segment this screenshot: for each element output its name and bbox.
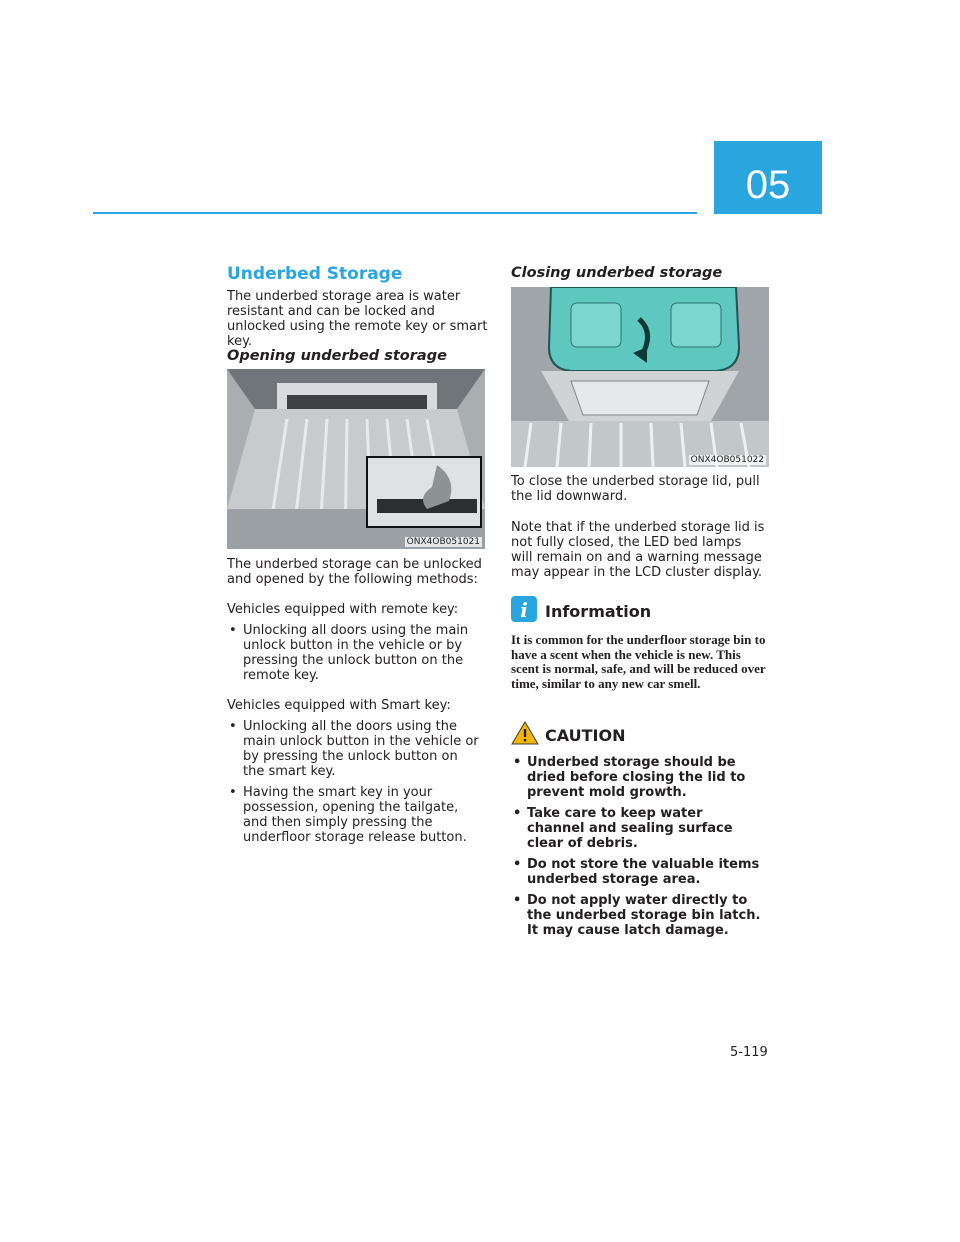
note-paragraph: Note that if the underbed storage lid is not fully closed, the LED bed lamps will remain on and a warning message may appear in the LCD cluster display. — [511, 520, 765, 580]
remote-key-heading: Vehicles equipped with remote key: — [227, 602, 459, 617]
page-number: 5-119 — [730, 1045, 768, 1060]
information-box — [511, 596, 769, 691]
figure-closing — [511, 287, 769, 467]
caution-list — [511, 755, 761, 938]
chapter-tab — [714, 141, 822, 214]
figure-opening — [227, 369, 485, 549]
section-title: Underbed Storage — [227, 264, 403, 284]
list-item: • Do not store the valuable items underbed storage area. — [513, 857, 760, 887]
list-item: • Do not apply water directly to the underbed storage bin latch. It may cause latch damage. — [513, 893, 761, 938]
caution-box — [511, 720, 769, 944]
info-title: Information — [545, 601, 652, 621]
list-item: • Take care to keep water channel and sealing surface clear of debris. — [513, 806, 733, 851]
underbed-lid-illustration — [511, 287, 769, 467]
methods-paragraph: The underbed storage can be unlocked and opened by the following methods: — [227, 557, 482, 587]
list-item: • Having the smart key in your possession, opening the tailgate, and then simply pressing the underfloor storage release button. — [229, 785, 467, 845]
list-item: • Unlocking all the doors using the main unlock button in the vehicle or by pressing the unlock button on the smart key. — [229, 719, 479, 779]
list-item: • Underbed storage should be dried before closing the lid to prevent mold growth. — [513, 755, 746, 800]
svg-text:i: i — [520, 598, 528, 622]
header-rule — [93, 212, 697, 214]
list-item: • Unlocking all doors using the main unlock button in the vehicle or by pressing the unlock button on the remote key. — [229, 623, 469, 683]
figure-code: ONX4OB051022 — [690, 455, 764, 465]
smart-key-list — [227, 719, 479, 851]
truck-bed-illustration — [227, 369, 485, 549]
remote-key-list — [227, 623, 479, 689]
caution-title: CAUTION — [545, 725, 626, 745]
smart-key-heading: Vehicles equipped with Smart key: — [227, 698, 451, 713]
close-paragraph: To close the underbed storage lid, pull the lid downward. — [511, 474, 760, 504]
closing-heading: Closing underbed storage — [511, 265, 723, 281]
opening-heading: Opening underbed storage — [227, 348, 447, 364]
info-icon — [511, 596, 537, 626]
intro-paragraph: The underbed storage area is water resistant and can be locked and unlocked using the remote key or smart key. — [227, 289, 488, 349]
info-text: It is common for the underfloor storage bin to have a scent when the vehicle is new. This scent is normal, safe, and will be reduced over time, similar to any new car smell. — [511, 632, 766, 691]
figure-code: ONX4OB051021 — [406, 537, 480, 547]
warning-triangle-icon — [511, 720, 539, 750]
chapter-number: 05 — [745, 163, 791, 207]
